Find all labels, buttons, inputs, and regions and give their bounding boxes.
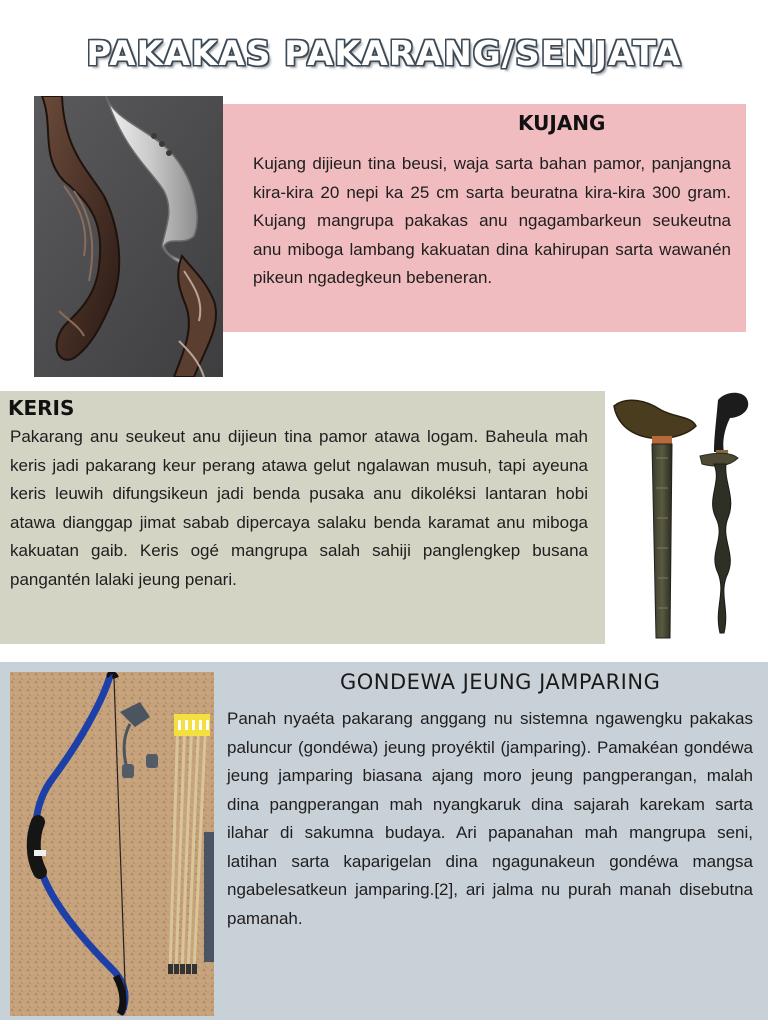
kujang-heading: KUJANG: [518, 111, 606, 135]
keris-heading: KERIS: [8, 396, 75, 420]
gondewa-photo: [10, 672, 214, 1016]
gondewa-body: Panah nyaéta pakarang anggang nu sistemna ngawengku pakakas paluncur (gondéwa) jeung proyéktil (jamparing). Pamakéan gondéwa jeung jamparing biasana ajang moro jeung pangperangan, malah dina pangperangan mah nyangkaruk dina sajarah karekam sarta ilahar di sakumna budaya. Ari papanahan mah mangrupa seni, latihan sarta kaparigelan dina ngagunakeun gondéwa mangsa ngabelesatkeun jamparing.[2], ari jalma nu purah manah disebutna pamanah.: [227, 709, 753, 928]
gondewa-heading: GONDEWA JEUNG JAMPARING: [340, 670, 661, 694]
keris-body: Pakarang anu seukeut anu dijieun tina pamor atawa logam. Baheula mah keris jadi pakarang keur perang atawa gelut ngalawan musuh, tapi ayeuna keris leuwih difungsikeun jadi benda pusaka anu dikoléksi lantaran hobi atawa dianggap jimat sabab dipercaya salaku benda karamat anu miboga kakuatan gaib. Keris ogé mangrupa salah sahiji panglengkep busana pangantén lalaki jeung penari.: [10, 427, 588, 589]
keris-photo: [606, 388, 766, 646]
page-title: PAKAKAS PAKARANG/SENJATA: [86, 34, 682, 74]
kujang-photo: [34, 96, 223, 377]
kujang-body: Kujang dijieun tina beusi, waja sarta bahan pamor, panjangna kira-kira 20 nepi ka 25 cm sarta beuratna kira-kira 300 gram. Kujang mangrupa pakakas anu ngagambarkeun seukeutna anu miboga lambang kakuatan dina kahirupan sarta wawanén pikeun ngadegkeun bebeneran.: [253, 154, 731, 287]
